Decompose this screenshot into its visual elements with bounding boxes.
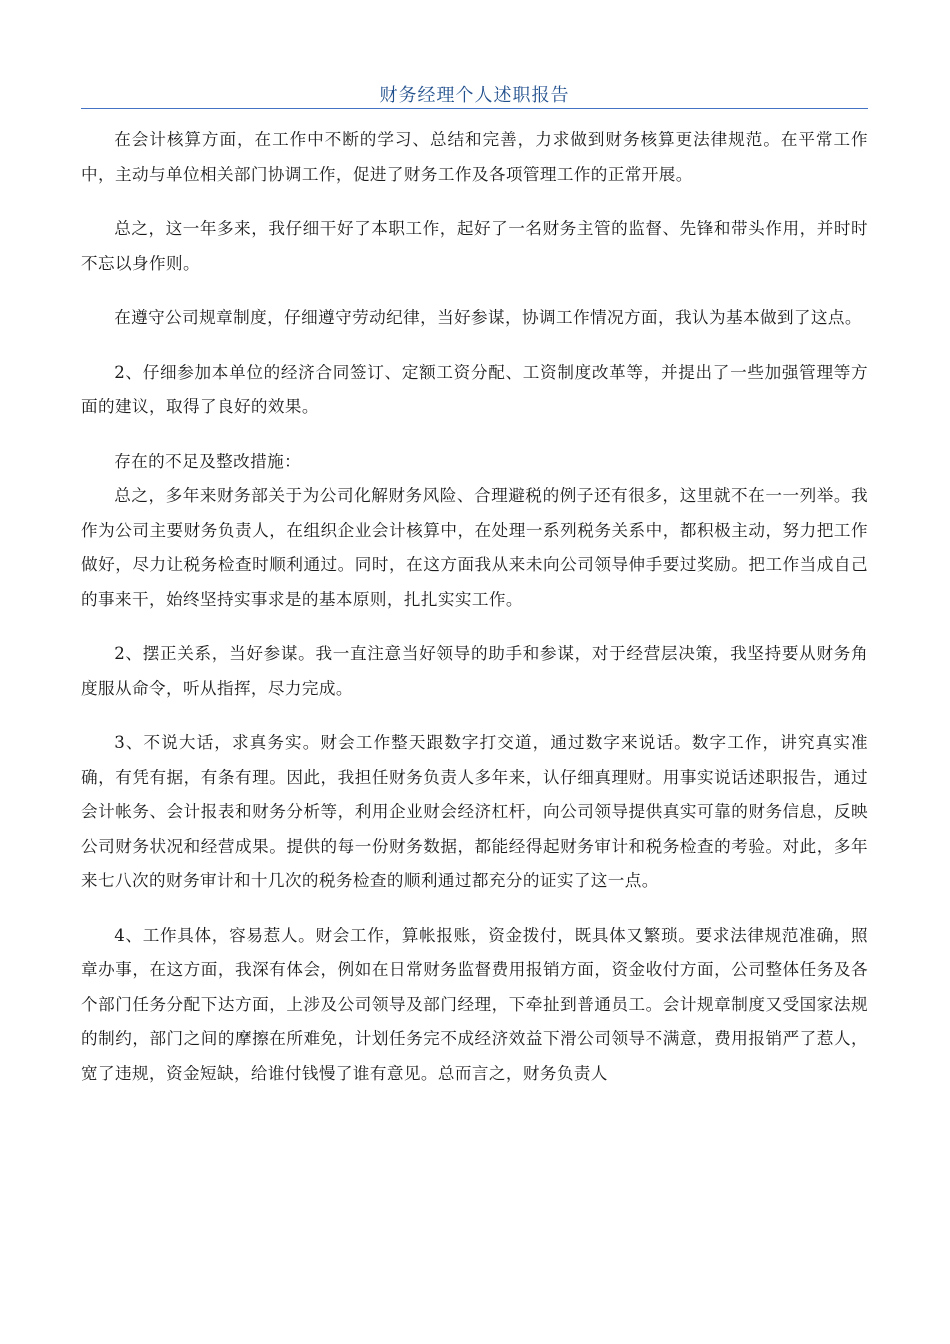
paragraph-relations: 2、摆正关系，当好参谋。我一直注意当好领导的助手和参谋，对于经营层决策，我坚持要从财务角度服从命令，听从指挥，尽力完成。 [81, 644, 868, 698]
paragraph-contracts: 2、仔细参加本单位的经济合同签订、定额工资分配、工资制度改革等，并提出了一些加强管理等方面的建议，取得了良好的效果。 [81, 362, 868, 416]
paragraph-accounting: 在会计核算方面，在工作中不断的学习、总结和完善，力求做到财务核算更法律规范。在平常工作中，主动与单位相关部门协调工作，促进了财务工作及各项管理工作的正常开展。 [81, 130, 868, 184]
document-body [81, 123, 868, 1091]
paragraph-shortcomings-heading: 存在的不足及整改措施： [114, 451, 302, 471]
paragraph-truth: 3、不说大话，求真务实。财会工作整天跟数字打交道，通过数字来说话。数字工作，讲究真实准确，有凭有据，有条有理。因此，我担任财务负责人多年来，认仔细真理财。用事实说话述职报告，通过会计帐务、会计报表和财务分析等，利用企业财会经济杠杆，向公司领导提供真实可靠的财务信息，反映公司财务状况和经营成果。提供的每一份财务数据，都能经得起财务审计和税务检查的考验。对此，多年来七八次的财务审计和十几次的税务检查的顺利通过都充分的证实了这一点。 [81, 733, 868, 890]
title-underline [81, 108, 868, 109]
paragraph-summary: 总之，这一年多来，我仔细干好了本职工作，起好了一名财务主管的监督、先锋和带头作用，并时时不忘以身作则。 [81, 219, 868, 273]
paragraph-work-details: 4、工作具体，容易惹人。财会工作，算帐报账，资金拨付，既具体又繁琐。要求法律规范准确，照章办事，在这方面，我深有体会，例如在日常财务监督费用报销方面，资金收付方面，公司整体任务及各个部门任务分配下达方面，上涉及公司领导及部门经理，下牵扯到普通员工。会计规章制度又受国家法规的制约，部门之间的摩擦在所难免，计划任务完不成经济效益下滑公司领导不满意，费用报销严了惹人，宽了违规，资金短缺，给谁付钱慢了谁有意见。总而言之，财务负责人 [81, 925, 868, 1083]
document-title: 财务经理个人述职报告 [379, 85, 570, 106]
paragraph-rules: 在遵守公司规章制度，仔细遵守劳动纪律，当好参谋，协调工作情况方面，我认为基本做到了这点。 [114, 308, 862, 327]
paragraph-tax-risk: 总之，多年来财务部关于为公司化解财务风险、合理避税的例子还有很多，这里就不在一一列举。我作为公司主要财务负责人，在组织企业会计核算中，在处理一系列税务关系中，都积极主动，努力把工作做好，尽力让税务检查时顺利通过。同时，在这方面我从来未向公司领导伸手要过奖励。把工作当成自己的事来干，始终坚持实事求是的基本原则，扎扎实实工作。 [81, 486, 868, 609]
